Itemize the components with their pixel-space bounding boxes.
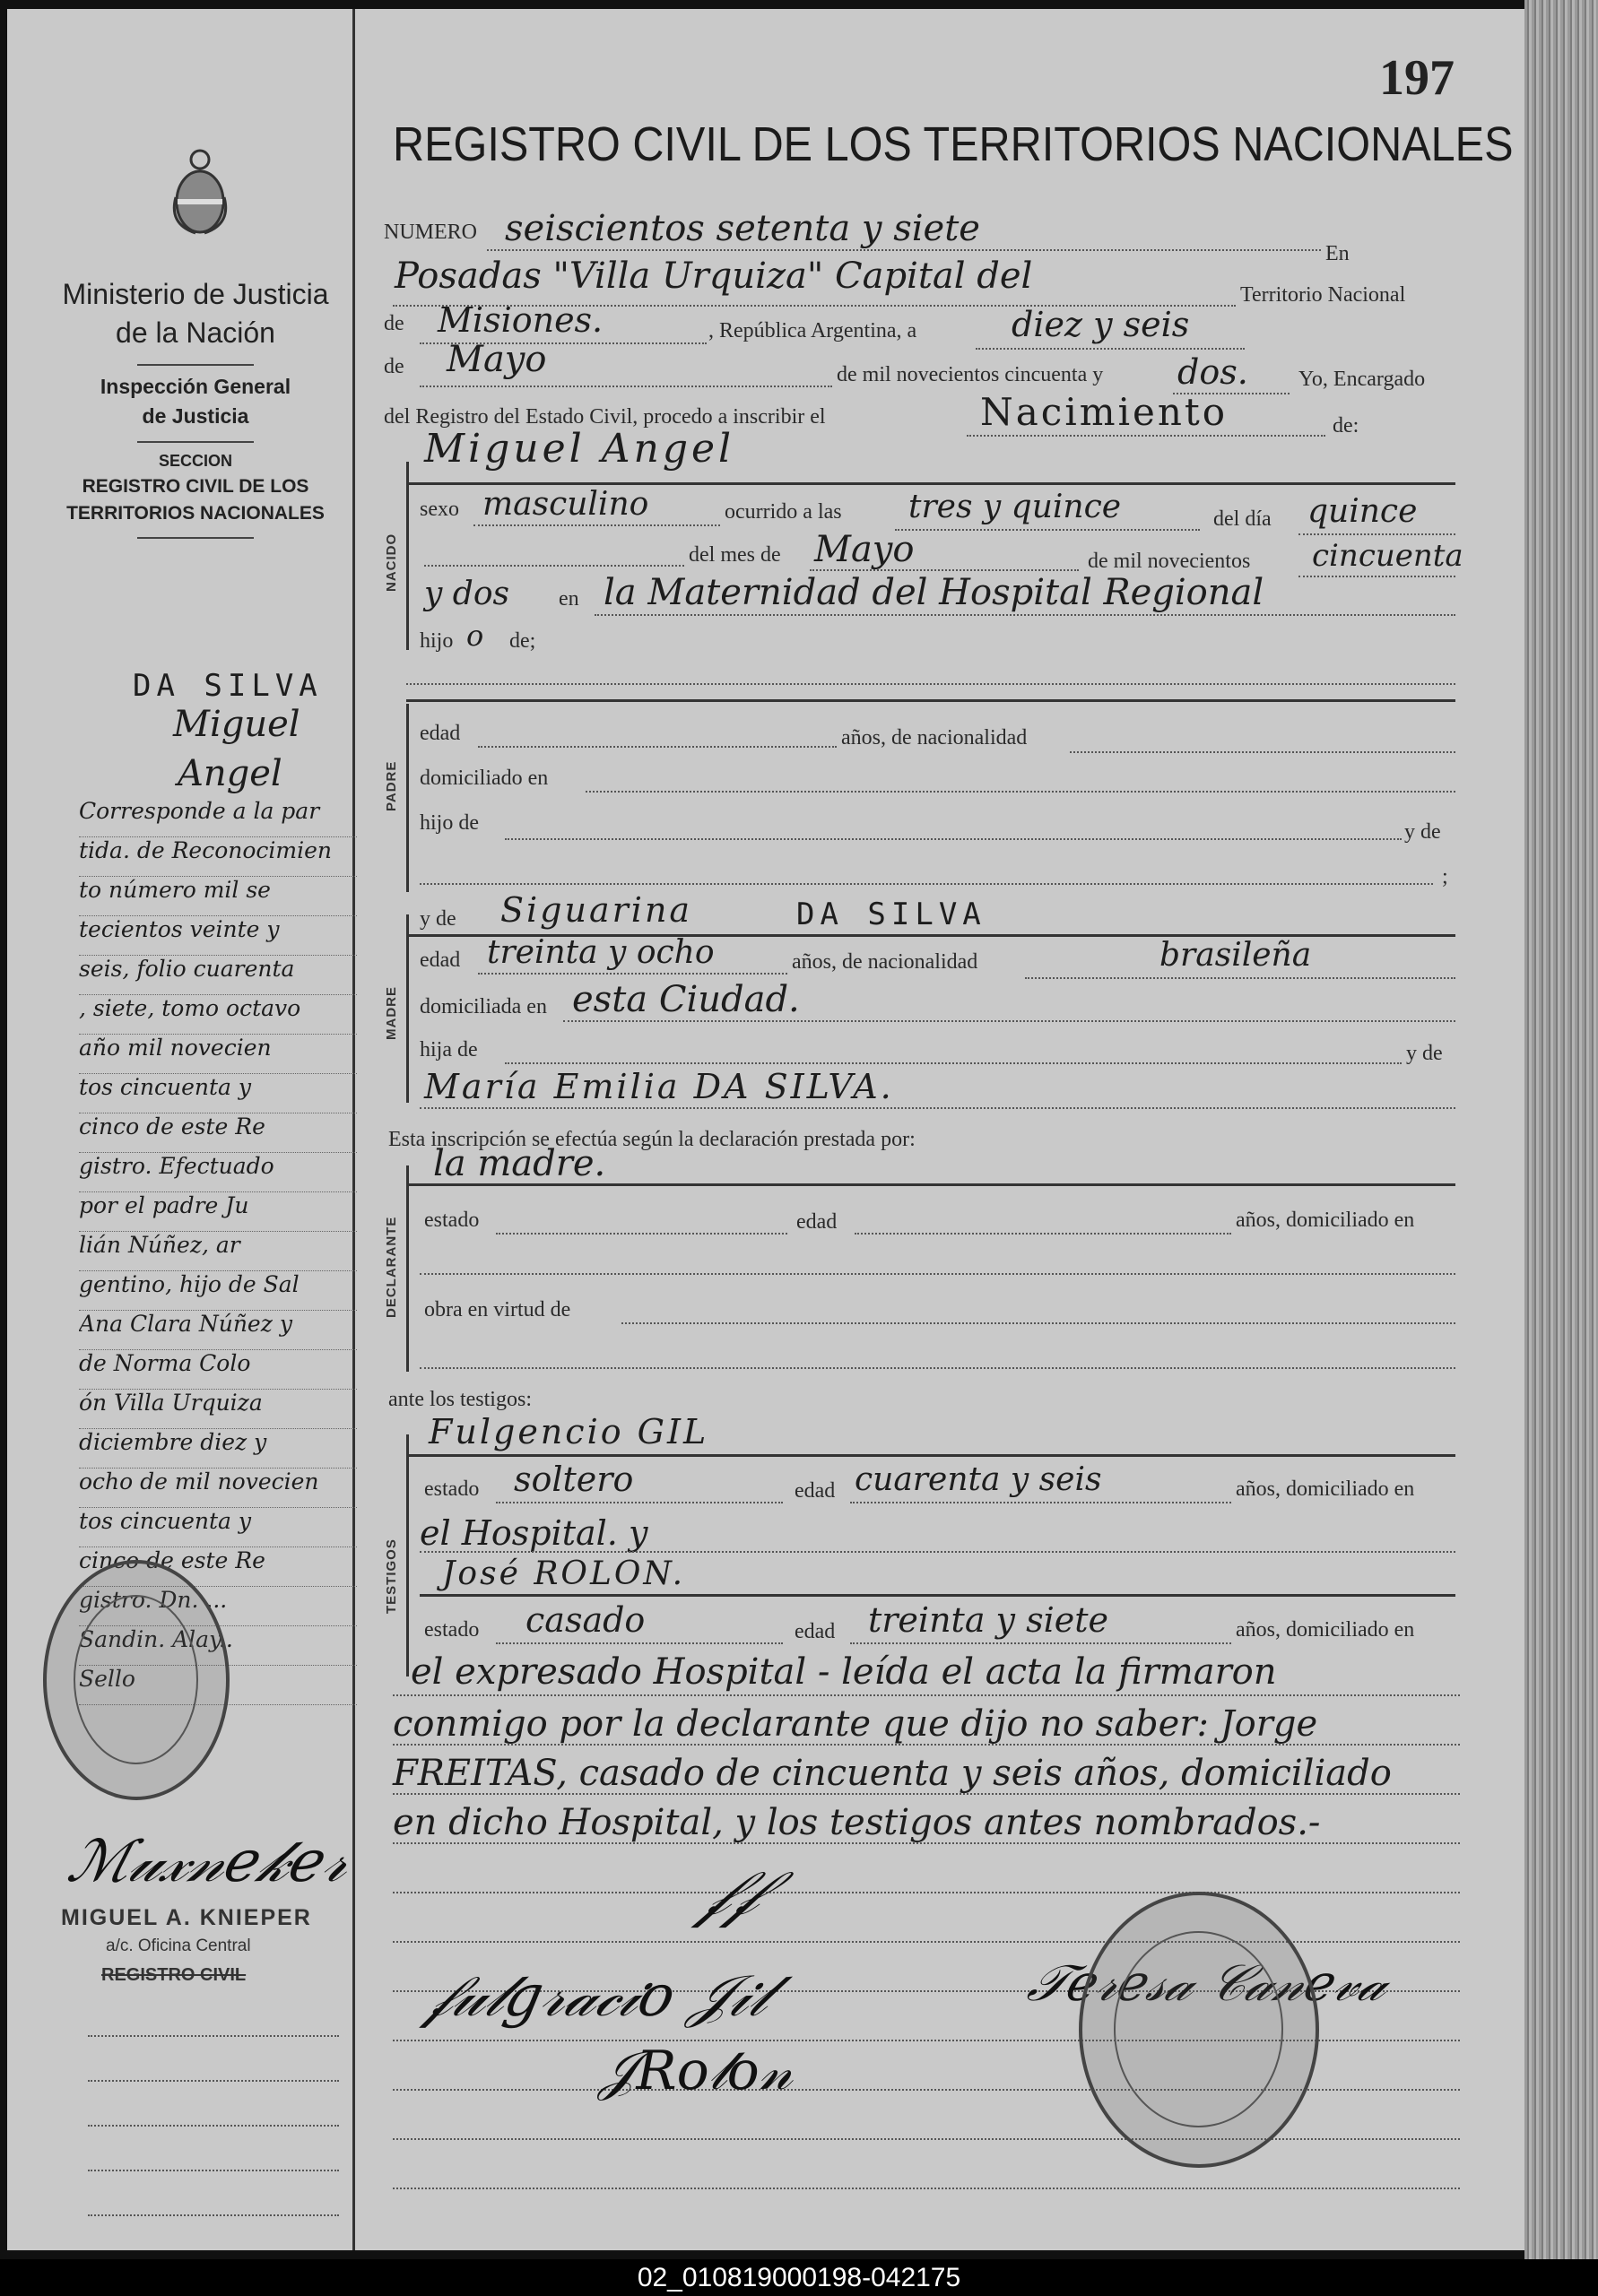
- value-hijo-o: o: [466, 619, 484, 653]
- label-testigo2-estado: estado: [424, 1618, 480, 1642]
- official-signature: ℳ𝓊𝓍𝓃𝑒𝓀𝑒𝓇: [61, 1829, 358, 1895]
- value-territorio: Misiones.: [438, 300, 604, 340]
- margin-note-line: Sandin. Alay..: [79, 1626, 357, 1666]
- margin-note-line: tos cincuenta y: [79, 1508, 357, 1547]
- margin-name1: Miguel: [173, 704, 300, 745]
- margin-surname: DA SILVA: [133, 668, 323, 704]
- margin-blank-line: [88, 2125, 339, 2127]
- label-ocurrido: ocurrido a las: [725, 500, 842, 524]
- label-padre-y-de: y de: [1404, 820, 1441, 844]
- value-testigo2-edad: treinta y siete: [868, 1600, 1109, 1640]
- label-madre-anos-nac: años, de nacionalidad: [792, 950, 978, 974]
- label-side-testigos: TESTIGOS: [384, 1538, 399, 1614]
- margin-note-line: Ana Clara Núñez y: [79, 1311, 357, 1350]
- label-de2: de: [384, 355, 404, 378]
- label-padre-domiciliado: domiciliado en: [420, 767, 549, 790]
- label-numero: NUMERO: [384, 221, 478, 244]
- label-yo: Yo, Encargado: [1298, 368, 1426, 391]
- margin-note-line: seis, folio cuarenta: [79, 956, 357, 995]
- ministry-registro2: TERRITORIOS NACIONALES: [66, 503, 325, 524]
- margin-note-line: gistro. Dn. ...: [79, 1587, 357, 1626]
- margin-blank-line: [88, 2170, 339, 2171]
- value-testigo1: Fulgencio GIL: [429, 1412, 709, 1451]
- signature-encargado: 𝒯𝑒𝓇𝑒𝓈𝒶 𝒞𝒶𝓃𝑒𝓋𝒶: [1021, 1954, 1396, 2013]
- label-side-padre: PADRE: [384, 760, 399, 811]
- label-del-mes: del mes de: [689, 543, 781, 567]
- signature-testigo1: 𝒻𝓊𝓁𝑔𝓇𝒶𝒸𝒾𝑜 𝒥𝒾𝓁: [421, 1963, 777, 2030]
- label-padre-edad: edad: [420, 722, 461, 745]
- margin-note-line: lián Núñez, ar: [79, 1232, 357, 1271]
- closing-line: FREITAS, casado de cincuenta y seis años, domiciliado: [393, 1753, 1392, 1794]
- label-republica: , República Argentina, a: [708, 319, 917, 342]
- value-anio: dos.: [1177, 352, 1248, 392]
- margin-note-line: Corresponde a la par: [79, 798, 357, 837]
- value-nombre: Miguel Angel: [424, 426, 735, 472]
- label-padre-hijo-de: hijo de: [420, 811, 479, 835]
- closing-line: el expresado Hospital - leída el acta la firmaron: [411, 1651, 1277, 1693]
- label-side-madre: MADRE: [384, 986, 399, 1040]
- signature-1: 𝒻𝒻: [693, 1856, 777, 1929]
- label-territorio: Territorio Nacional: [1240, 283, 1406, 307]
- official-role: a/c. Oficina Central: [106, 1936, 251, 1955]
- value-mes-nac: Mayo: [814, 529, 915, 570]
- margin-name2: Angel: [178, 753, 282, 794]
- margin-seal-stamp: [43, 1560, 230, 1800]
- label-testigo1-estado: estado: [424, 1477, 480, 1501]
- label-declarante-estado: estado: [424, 1209, 480, 1232]
- label-madre-edad: edad: [420, 949, 461, 972]
- label-semicolon: ;: [1442, 865, 1448, 888]
- label-mil-nov: de mil novecientos cincuenta y: [837, 363, 1104, 386]
- value-testigo1-estado: soltero: [514, 1460, 634, 1499]
- margin-note-line: año mil novecien: [79, 1035, 357, 1074]
- label-madre-domiciliada: domiciliada en: [420, 995, 547, 1018]
- value-sexo: masculino: [482, 486, 649, 523]
- registry-seal-stamp: [1079, 1892, 1319, 2168]
- testigos-bracket: [406, 1434, 409, 1677]
- label-ante-testigos: ante los testigos:: [388, 1388, 532, 1411]
- margin-note-line: gistro. Efectuado: [79, 1153, 357, 1192]
- margin-note-line: cinco de este Re: [79, 1547, 357, 1587]
- margin-note-line: ón Villa Urquiza: [79, 1390, 357, 1429]
- margin-note-line: de Norma Colo: [79, 1350, 357, 1390]
- label-madre-y-de-2: y de: [1406, 1042, 1443, 1065]
- label-madre-hija-de: hija de: [420, 1038, 478, 1061]
- value-dia: diez y seis: [1012, 305, 1190, 344]
- ministry-block: [61, 278, 330, 539]
- label-obra: obra en virtud de: [424, 1298, 571, 1321]
- label-testigo2-anos-dom: años, domiciliado en: [1236, 1618, 1415, 1642]
- margin-blank-line: [88, 2214, 339, 2216]
- margin-note-line: diciembre diez y: [79, 1429, 357, 1469]
- signature-testigo2: 𝒥𝑅𝑜𝓁𝑜𝓃: [599, 2040, 793, 2102]
- declarante-bracket: [406, 1165, 409, 1372]
- label-testigo1-anos-dom: años, domiciliado en: [1236, 1477, 1415, 1501]
- label-sexo: sexo: [420, 498, 459, 521]
- label-de3: de:: [1333, 414, 1359, 438]
- value-acto: Nacimiento: [980, 390, 1229, 434]
- value-declarante: la madre.: [433, 1143, 606, 1184]
- ministry-seccion: SECCION: [158, 452, 232, 470]
- label-del-registro: del Registro del Estado Civil, procedo a inscribir el: [384, 405, 826, 429]
- margin-note-line: Sello: [79, 1666, 357, 1705]
- value-anio-nac1: cincuenta: [1312, 538, 1463, 574]
- label-de: de: [384, 312, 404, 335]
- value-madre-nac: brasileña: [1159, 937, 1312, 974]
- closing-line: conmigo por la declarante que dijo no saber: Jorge: [393, 1703, 1318, 1745]
- label-en2: en: [559, 587, 579, 611]
- label-esta-inscripcion: Esta inscripción se efectúa según la declaración prestada por:: [388, 1128, 916, 1151]
- label-de-semicolon: de;: [509, 629, 536, 653]
- value-testigo2: José ROLON.: [442, 1555, 686, 1592]
- register-page: [7, 9, 1532, 2250]
- margin-note-line: por el padre Ju: [79, 1192, 357, 1232]
- label-testigo2-edad: edad: [795, 1620, 836, 1643]
- value-madre-nombre1: Siguarina: [500, 890, 693, 930]
- margin-note-line: ocho de mil novecien: [79, 1469, 357, 1508]
- value-testigo2-estado: casado: [525, 1600, 646, 1640]
- label-testigo1-edad: edad: [795, 1479, 836, 1503]
- value-hora: tres y quince: [908, 489, 1122, 525]
- image-id-bar: 02_010819000198-042175: [0, 2259, 1598, 2296]
- value-lugar-nac: la Maternidad del Hospital Regional: [604, 572, 1264, 613]
- value-madre-edad: treinta y ocho: [487, 934, 715, 971]
- ministry-registro1: REGISTRO CIVIL DE LOS: [82, 476, 309, 497]
- coat-of-arms-icon: [169, 143, 231, 242]
- official-office: REGISTRO CIVIL: [101, 1965, 247, 1985]
- value-lugar: Posadas "Villa Urquiza" Capital del: [395, 256, 1033, 297]
- margin-note-line: gentino, hijo de Sal: [79, 1271, 357, 1311]
- book-binding: [1524, 0, 1598, 2259]
- label-declarante-edad: edad: [796, 1210, 838, 1234]
- value-anio-nac2: y dos: [424, 576, 509, 612]
- official-name: MIGUEL A. KNIEPER: [61, 1905, 312, 1930]
- margin-note-line: tos cincuenta y: [79, 1074, 357, 1113]
- nacido-bracket: [406, 462, 409, 650]
- margin-blank-line: [88, 2080, 339, 2082]
- value-testigo1-dom: el Hospital. y: [420, 1513, 648, 1553]
- margin-note-line: tida. de Reconocimien: [79, 837, 357, 877]
- margin-note-line: cinco de este Re: [79, 1113, 357, 1153]
- margin-blank-line: [88, 2035, 339, 2037]
- value-numero: seiscientos setenta y siete: [505, 208, 980, 249]
- value-testigo1-edad: cuarenta y seis: [855, 1461, 1102, 1498]
- label-declarante-anos-dom: años, domiciliado en: [1236, 1209, 1415, 1232]
- value-madre-dom: esta Ciudad.: [572, 979, 800, 1020]
- ministry-line2: de la Nación: [116, 316, 275, 349]
- value-madre-hija-de: María Emilia DA SILVA.: [424, 1067, 894, 1106]
- label-side-nacido: NACIDO: [384, 533, 399, 592]
- ministry-line1: Ministerio de Justicia: [62, 278, 329, 310]
- value-dia-nac: quince: [1307, 493, 1418, 530]
- value-mes: Mayo: [447, 339, 547, 380]
- page-title: REGISTRO CIVIL DE LOS TERRITORIOS NACIONALES: [393, 117, 1514, 171]
- padre-bracket: [406, 704, 409, 892]
- label-madre-y-de: y de: [420, 907, 456, 931]
- margin-note-line: tecientos veinte y: [79, 916, 357, 956]
- label-padre-anos-nac: años, de nacionalidad: [841, 726, 1028, 749]
- closing-line: en dicho Hospital, y los testigos antes nombrados.-: [393, 1802, 1321, 1843]
- label-del-dia: del día: [1213, 507, 1272, 531]
- page-number: 197: [1379, 50, 1455, 106]
- margin-note-line: to número mil se: [79, 877, 357, 916]
- ministry-sub2: de Justicia: [142, 404, 249, 428]
- value-madre-nombre2: DA SILVA: [796, 897, 986, 932]
- ministry-sub1: Inspección General: [100, 375, 291, 398]
- label-hijo: hijo: [420, 629, 454, 653]
- margin-note-line: , siete, tomo octavo: [79, 995, 357, 1035]
- label-side-declarante: DECLARANTE: [384, 1216, 399, 1318]
- madre-bracket: [406, 914, 409, 1103]
- label-de-mil-nov: de mil novecientos: [1088, 550, 1251, 573]
- label-en: En: [1325, 242, 1350, 265]
